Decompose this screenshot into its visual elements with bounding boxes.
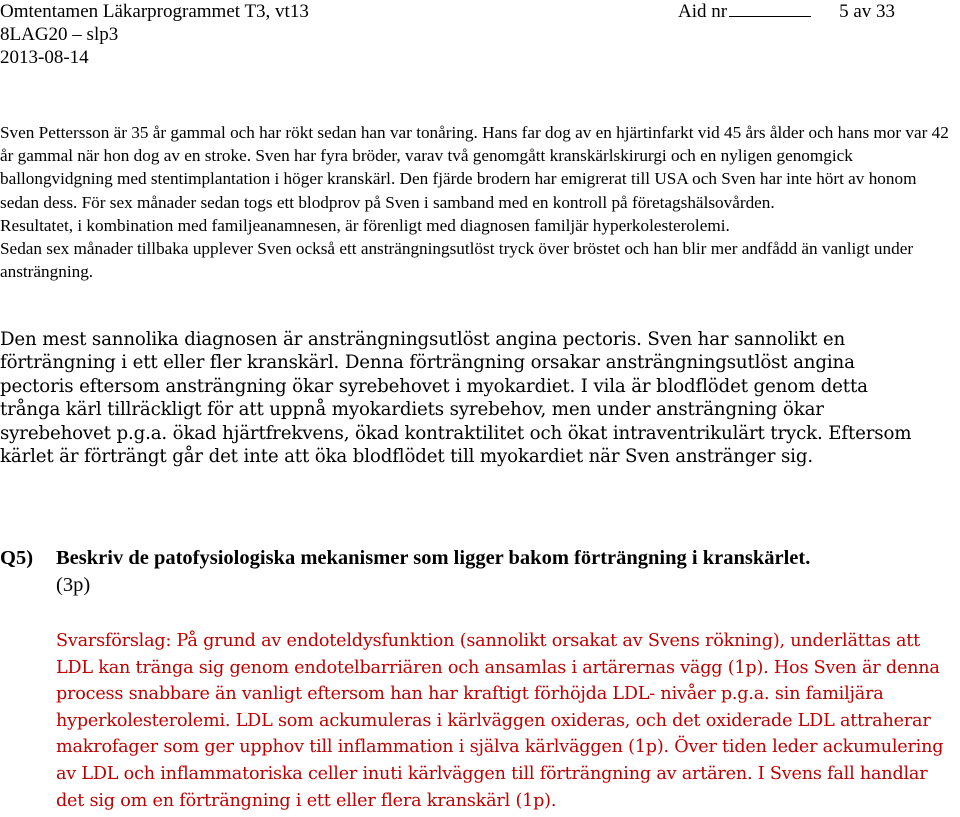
previous-answer-text: Den mest sannolika diagnosen är ansträngningsutlöst angina pectoris. Sven har sannolikt en förträngning i ett eller fler kranskärl. Denna förträngning orsakar ansträngningsutlöst angina pectoris eftersom ansträngning ökar syrebehovet i myokardiet. I vila är blodflödet genom detta trånga kärl tillräckligt för att uppnå myokardiets syrebehov, men under ansträngning ökar syrebehovet p.g.a. ökad hjärtfrekvens, ökad kontraktilitet och ökat intraventrikulärt tryck. Eftersom kärlet är förträngt går det inte att öka blodflödet till myokardiet när Sven anstränger sig. bbox=[0, 329, 912, 468]
aid-label: Aid nr bbox=[678, 1, 728, 22]
header-right bbox=[678, 0, 895, 23]
case-paragraph-1: Sven Pettersson är 35 år gammal och har rökt sedan han var tonåring. Hans far dog av en hjärtinfarkt vid 45 års ålder och hans mor var 42 år gammal när hon dog av en stroke. Sven har fyra bröder, varav två genomgått kranskärlskirurgi och en nyligen genomgick ballongvidgning med stentimplantation i höger kranskärl. Den fjärde brodern har emigrerat till USA och Sven har inte hört av honom sedan dess. För sex månader sedan togs ett blodprov på Sven i samband med en kontroll på företagshälsovården. bbox=[0, 123, 949, 212]
case-paragraph-2: Resultatet, i kombination med familjeanamnesen, är förenligt med diagnosen familjär hyperkolesterolemi. bbox=[0, 215, 730, 235]
question-points: (3p) bbox=[56, 574, 91, 596]
header-row-2 bbox=[0, 23, 900, 46]
question-number: Q5) bbox=[0, 547, 34, 569]
answer-suggestion-text: Svarsförslag: På grund av endoteldysfunktion (sannolikt orsakat av Svens rökning), underlättas att LDL kan tränga sig genom endotelbarriären och ansamlas i artärernas vägg (1p). Hos Sven är denna process snabbare än vanligt eftersom han har kraftigt förhöjda LDL- nivåer p.g.a. sin familjära hyperkolesterolemi. LDL som ackumuleras i kärlväggen oxideras, och det oxiderade LDL attraherar makrofager som ger upphov till inflammation i själva kärlväggen (1p). Över tiden leder ackumulering av LDL och inflammatoriska celler inuti kärlväggen till förträngning av artären. I Svens fall handlar det sig om en förträngning i ett eller flera kranskärl (1p). bbox=[56, 631, 944, 811]
question-text: Beskriv de patofysiologiska mekanismer som ligger bakom förträngning i kranskärlet. bbox=[56, 547, 811, 569]
course-title: Omtentamen Läkarprogrammet T3, vt13 bbox=[0, 1, 309, 22]
header-row-1 bbox=[0, 0, 900, 23]
page-indicator: 5 av 33 bbox=[839, 1, 896, 22]
course-code: 8LAG20 – slp3 bbox=[0, 24, 119, 45]
question-body bbox=[56, 545, 956, 599]
header-row-3 bbox=[0, 46, 900, 69]
exam-date: 2013-08-14 bbox=[0, 47, 89, 68]
case-paragraph-3: Sedan sex månader tillbaka upplever Sven också ett ansträngningsutlöst tryck över bröstet och han blir mer andfådd än vanligt under ansträngning. bbox=[0, 239, 914, 282]
page-header bbox=[0, 0, 900, 69]
aid-number-blank bbox=[729, 0, 811, 17]
case-description bbox=[0, 121, 955, 283]
